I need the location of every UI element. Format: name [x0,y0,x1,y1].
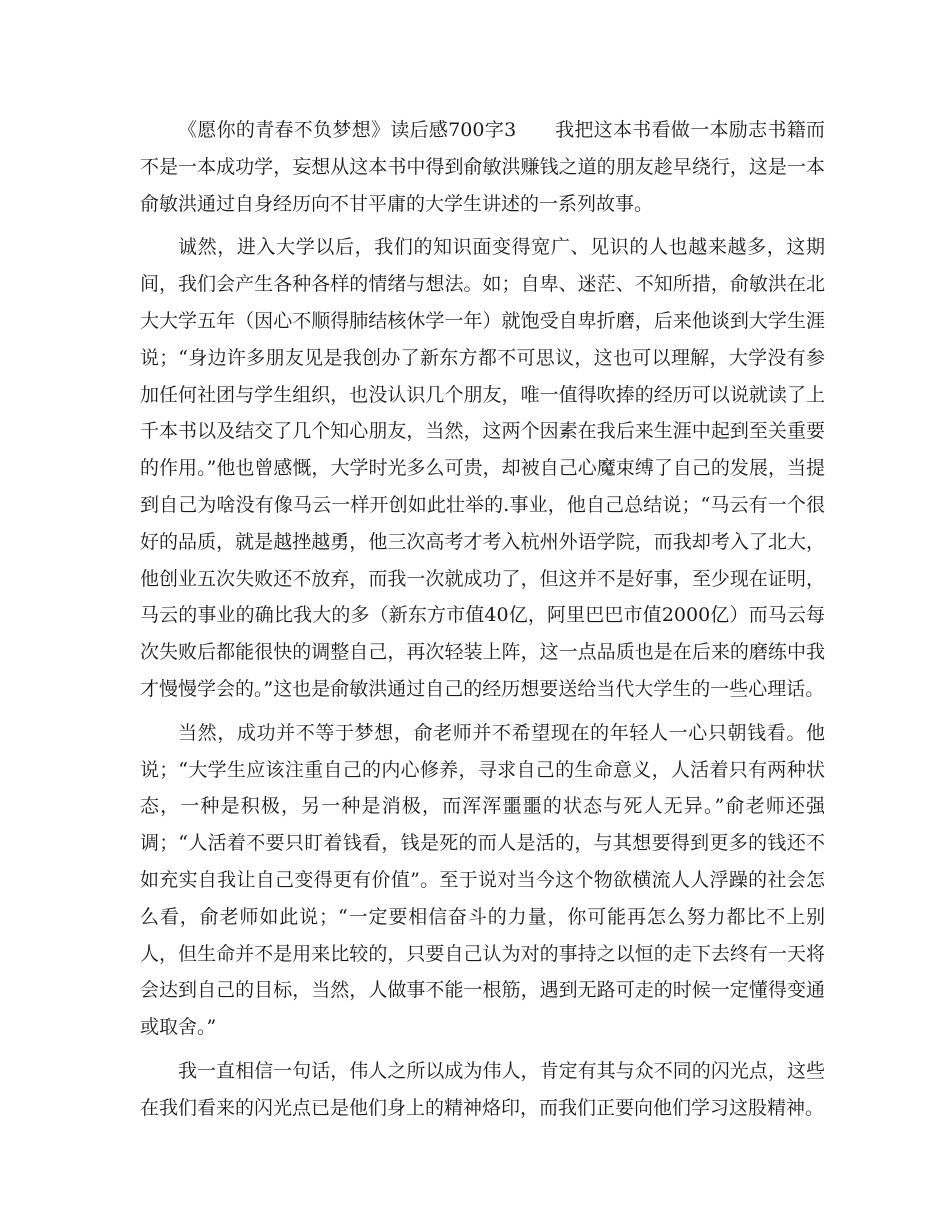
paragraph-3: 当然，成功并不等于梦想，俞老师并不希望现在的年轻人一心只朝钱看。他说；“大学生应该注重自己的内心修养，寻求自己的生命意义，人活着只有两种状态，一种是积极，另一种是消极，而浑浑噩噩的状态与死人无异。”俞老师还强调；“人活着不要只盯着钱看，钱是死的而人是活的，与其想要得到更多的钱还不如充实自我让自己变得更有价值”。至于说对当今这个物欲横流人人浮躁的社会怎么看，俞老师如此说；“一定要相信奋斗的力量，你可能再怎么努力都比不上别人，但生命并不是用来比较的，只要自己认为对的事持之以恒的走下去终有一天将会达到自己的目标，当然，人做事不能一根筋，遇到无路可走的时候一定懂得变通或取舍。” [140,721,825,1039]
document-body [140,112,825,1134]
paragraph-1: 《愿你的青春不负梦想》读后感700字3 我把这本书看做一本励志书籍而不是一本成功学，妄想从这本书中得到俞敏洪赚钱之道的朋友趁早绕行，这是一本俞敏洪通过自身经历向不甘平庸的大学生讲述的一系列故事。 [140,119,825,215]
paragraph-4: 我一直相信一句话，伟人之所以成为伟人，肯定有其与众不同的闪光点，这些在我们看来的闪光点已是他们身上的精神烙印，而我们正要向他们学习这股精神。 [140,1059,825,1119]
paragraph-2: 诚然，进入大学以后，我们的知识面变得宽广、见识的人也越来越多，这期间，我们会产生各种各样的情绪与想法。如；自卑、迷茫、不知所措，俞敏洪在北大大学五年（因心不顺得肺结核休学一年）就饱受自卑折磨，后来他谈到大学生涯说；“身边许多朋友见是我创办了新东方都不可思议，这也可以理解，大学没有参加任何社团与学生组织，也没认识几个朋友，唯一值得吹捧的经历可以说就读了上千本书以及结交了几个知心朋友，当然，这两个因素在我后来生涯中起到至关重要的作用。”他也曾感慨，大学时光多么可贵，却被自己心魔束缚了自己的发展，当提到自己为啥没有像马云一样开创如此壮举的.事业，他自己总结说；“马云有一个很好的品质，就是越挫越勇，他三次高考才考入杭州外语学院，而我却考入了北大，他创业五次失败还不放弃，而我一次就成功了，但这并不是好事，至少现在证明，马云的事业的确比我大的多（新东方市值40亿，阿里巴巴市值2000亿）而马云每次失败后都能很快的调整自己，再次轻装上阵，这一点品质也是在后来的磨练中我才慢慢学会的。”这也是俞敏洪通过自己的经历想要送给当代大学生的一些心理话。 [140,236,825,700]
